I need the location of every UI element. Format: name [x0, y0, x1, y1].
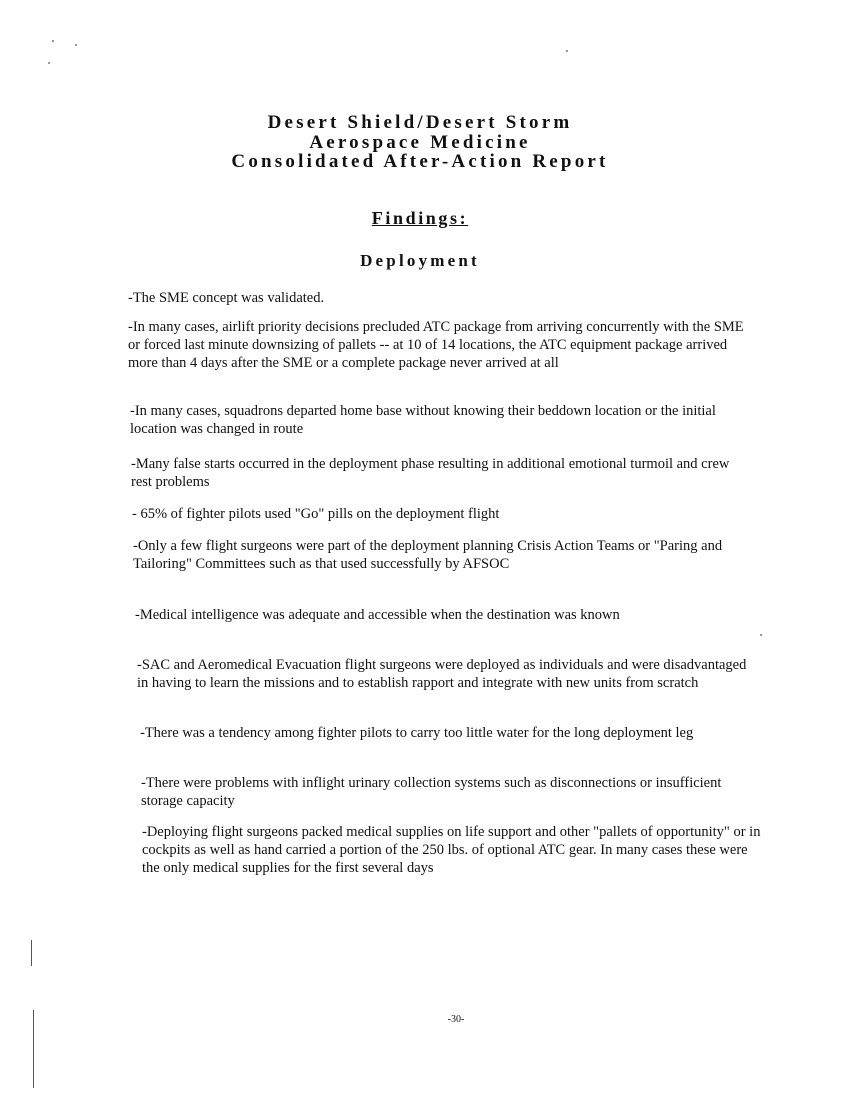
scan-edge-mark: [31, 940, 32, 966]
finding-item-1: -The SME concept was validated.: [128, 290, 325, 306]
scan-speck: [75, 44, 77, 46]
finding-item-11: -Deploying flight surgeons packed medical supplies on life support and other "pallets of opportunity" or in cockpits as well as hand carried a portion of the 250 lbs. of optional ATC gear. In many cases these were the only medical supplies for the first several days: [142, 824, 761, 876]
finding-item-9: -There was a tendency among fighter pilots to carry too little water for the long deployment leg: [140, 725, 694, 741]
finding-item-7: -Medical intelligence was adequate and accessible when the destination was known: [135, 607, 620, 623]
finding-item-8: -SAC and Aeromedical Evacuation flight surgeons were deployed as individuals and were disadvantaged in having to learn the missions and to establish rapport and integrate with new units from scratch: [137, 657, 747, 691]
section-heading-deployment: Deployment: [360, 251, 480, 270]
report-title-line-3: Consolidated After-Action Report: [231, 151, 609, 172]
report-title-line-1: Desert Shield/Desert Storm: [267, 112, 573, 133]
finding-item-10: -There were problems with inflight urinary collection systems such as disconnections or insufficient storage capacity: [141, 775, 722, 809]
scan-edge-mark: [33, 1010, 34, 1088]
scan-speck: [760, 634, 762, 636]
finding-item-2: -In many cases, airlift priority decisions precluded ATC package from arriving concurrently with the SME or forced last minute downsizing of pallets -- at 10 of 14 locations, the ATC equipment package arrived more than 4 days after the SME or a complete package never arrived at all: [128, 319, 744, 371]
finding-item-4: -Many false starts occurred in the deployment phase resulting in additional emotional turmoil and crew rest problems: [131, 456, 730, 490]
page-number: -30-: [447, 1014, 465, 1025]
findings-heading: Findings:: [371, 208, 469, 228]
scan-speck: [52, 40, 54, 42]
scan-speck: [566, 50, 568, 52]
finding-item-5: - 65% of fighter pilots used "Go" pills on the deployment flight: [132, 506, 500, 522]
report-title-line-2: Aerospace Medicine: [309, 132, 531, 153]
finding-item-3: -In many cases, squadrons departed home base without knowing their beddown location or the initial location was changed in route: [130, 403, 716, 437]
scan-speck: [48, 62, 50, 64]
finding-item-6: -Only a few flight surgeons were part of the deployment planning Crisis Action Teams or "Paring and Tailoring" Committees such as that used successfully by AFSOC: [133, 538, 723, 572]
